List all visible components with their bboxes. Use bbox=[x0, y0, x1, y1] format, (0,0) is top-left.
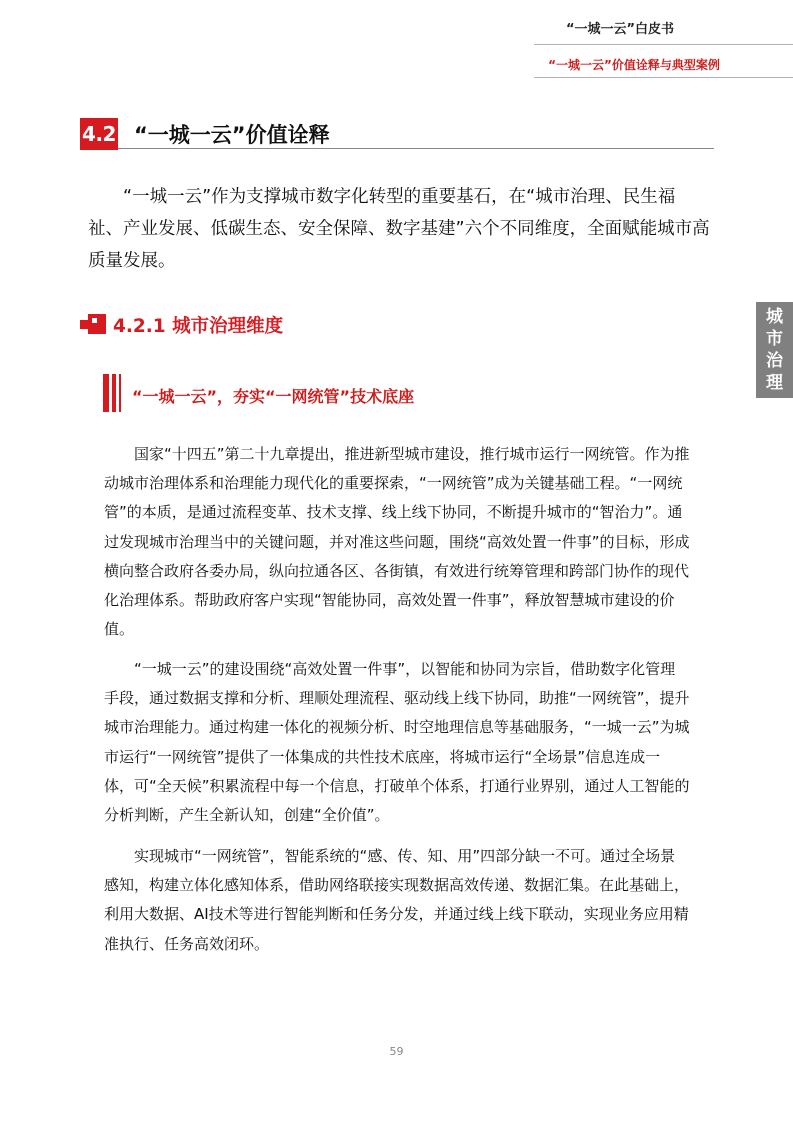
section-number: 4.2 bbox=[80, 118, 118, 150]
section-rule bbox=[118, 148, 714, 149]
body-paragraph-3: 实现城市“一网统管”，智能系统的“感、传、知、用”四部分缺一不可。通过全场景感知，构建立体化感知体系，借助网络联接实现数据高效传递、数据汇集。在此基础上，利用大数据、AI技术等进行智能判断和任务分发，并通过线上线下联动，实现业务应用精准执行、任务高效闭环。 bbox=[104, 847, 690, 953]
header-divider-lower bbox=[534, 77, 793, 78]
side-tab-label: 城市治理 bbox=[766, 307, 783, 393]
page-number: 59 bbox=[389, 1045, 404, 1058]
section-title: “一城一云”价值诠释 bbox=[134, 123, 330, 147]
header-divider bbox=[534, 44, 793, 45]
block-heading: “一城一云”，夯实“一网统管”技术底座 bbox=[132, 387, 415, 406]
intro-paragraph: “一城一云”作为支撑城市数字化转型的重要基石，在“城市治理、民生福祉、产业发展、低碳生态、安全保障、数字基建”六个不同维度，全面赋能城市高质量发展。 bbox=[88, 187, 710, 271]
body-paragraph-2: “一城一云”的建设围绕“高效处置一件事”，以智能和协同为宗旨，借助数字化管理手段，通过数据支撑和分析、理顺处理流程、驱动线上线下协同，助推“一网统管”，提升城市治理能力。通过构建一体化的视频分析、时空地理信息等基础服务，“一城一云”为城市运行“一网统管”提供了一体集成的共性技术底座，将城市运行“全场景”信息连成一体，可“全天候”积累流程中每一个信息，打破单个体系，打通行业界别，通过人工智能的分析判断，产生全新认知，创建“全价值”。 bbox=[104, 660, 690, 825]
subsection-title: 4.2.1 城市治理维度 bbox=[113, 316, 284, 337]
square-bullet-icon bbox=[80, 313, 106, 335]
heading-bar-icon bbox=[103, 374, 109, 412]
header-subtitle: “一城一云”价值诠释与典型案例 bbox=[548, 58, 720, 72]
side-tab bbox=[756, 302, 793, 398]
heading-bar-icon-2 bbox=[112, 374, 116, 412]
header-title: “一城一云”白皮书 bbox=[565, 22, 675, 37]
body-paragraph-1: 国家“十四五”第二十九章提出，推进新型城市建设，推行城市运行一网统管。作为推动城市治理体系和治理能力现代化的重要探索，“一网统管”成为关键基础工程。“一网统管”的本质，是通过流程变革、技术支撑、线上线下协同，不断提升城市的“智治力”。通过发现城市治理当中的关键问题，并对准这些问题，围绕“高效处置一件事”的目标，形成横向整合政府各委办局，纵向拉通各区、各街镇，有效进行统筹管理和跨部门协作的现代化治理体系。帮助政府客户实现“智能协同，高效处置一件事”，释放智慧城市建设的价值。 bbox=[104, 445, 690, 639]
heading-bar-icon-3 bbox=[119, 374, 121, 412]
